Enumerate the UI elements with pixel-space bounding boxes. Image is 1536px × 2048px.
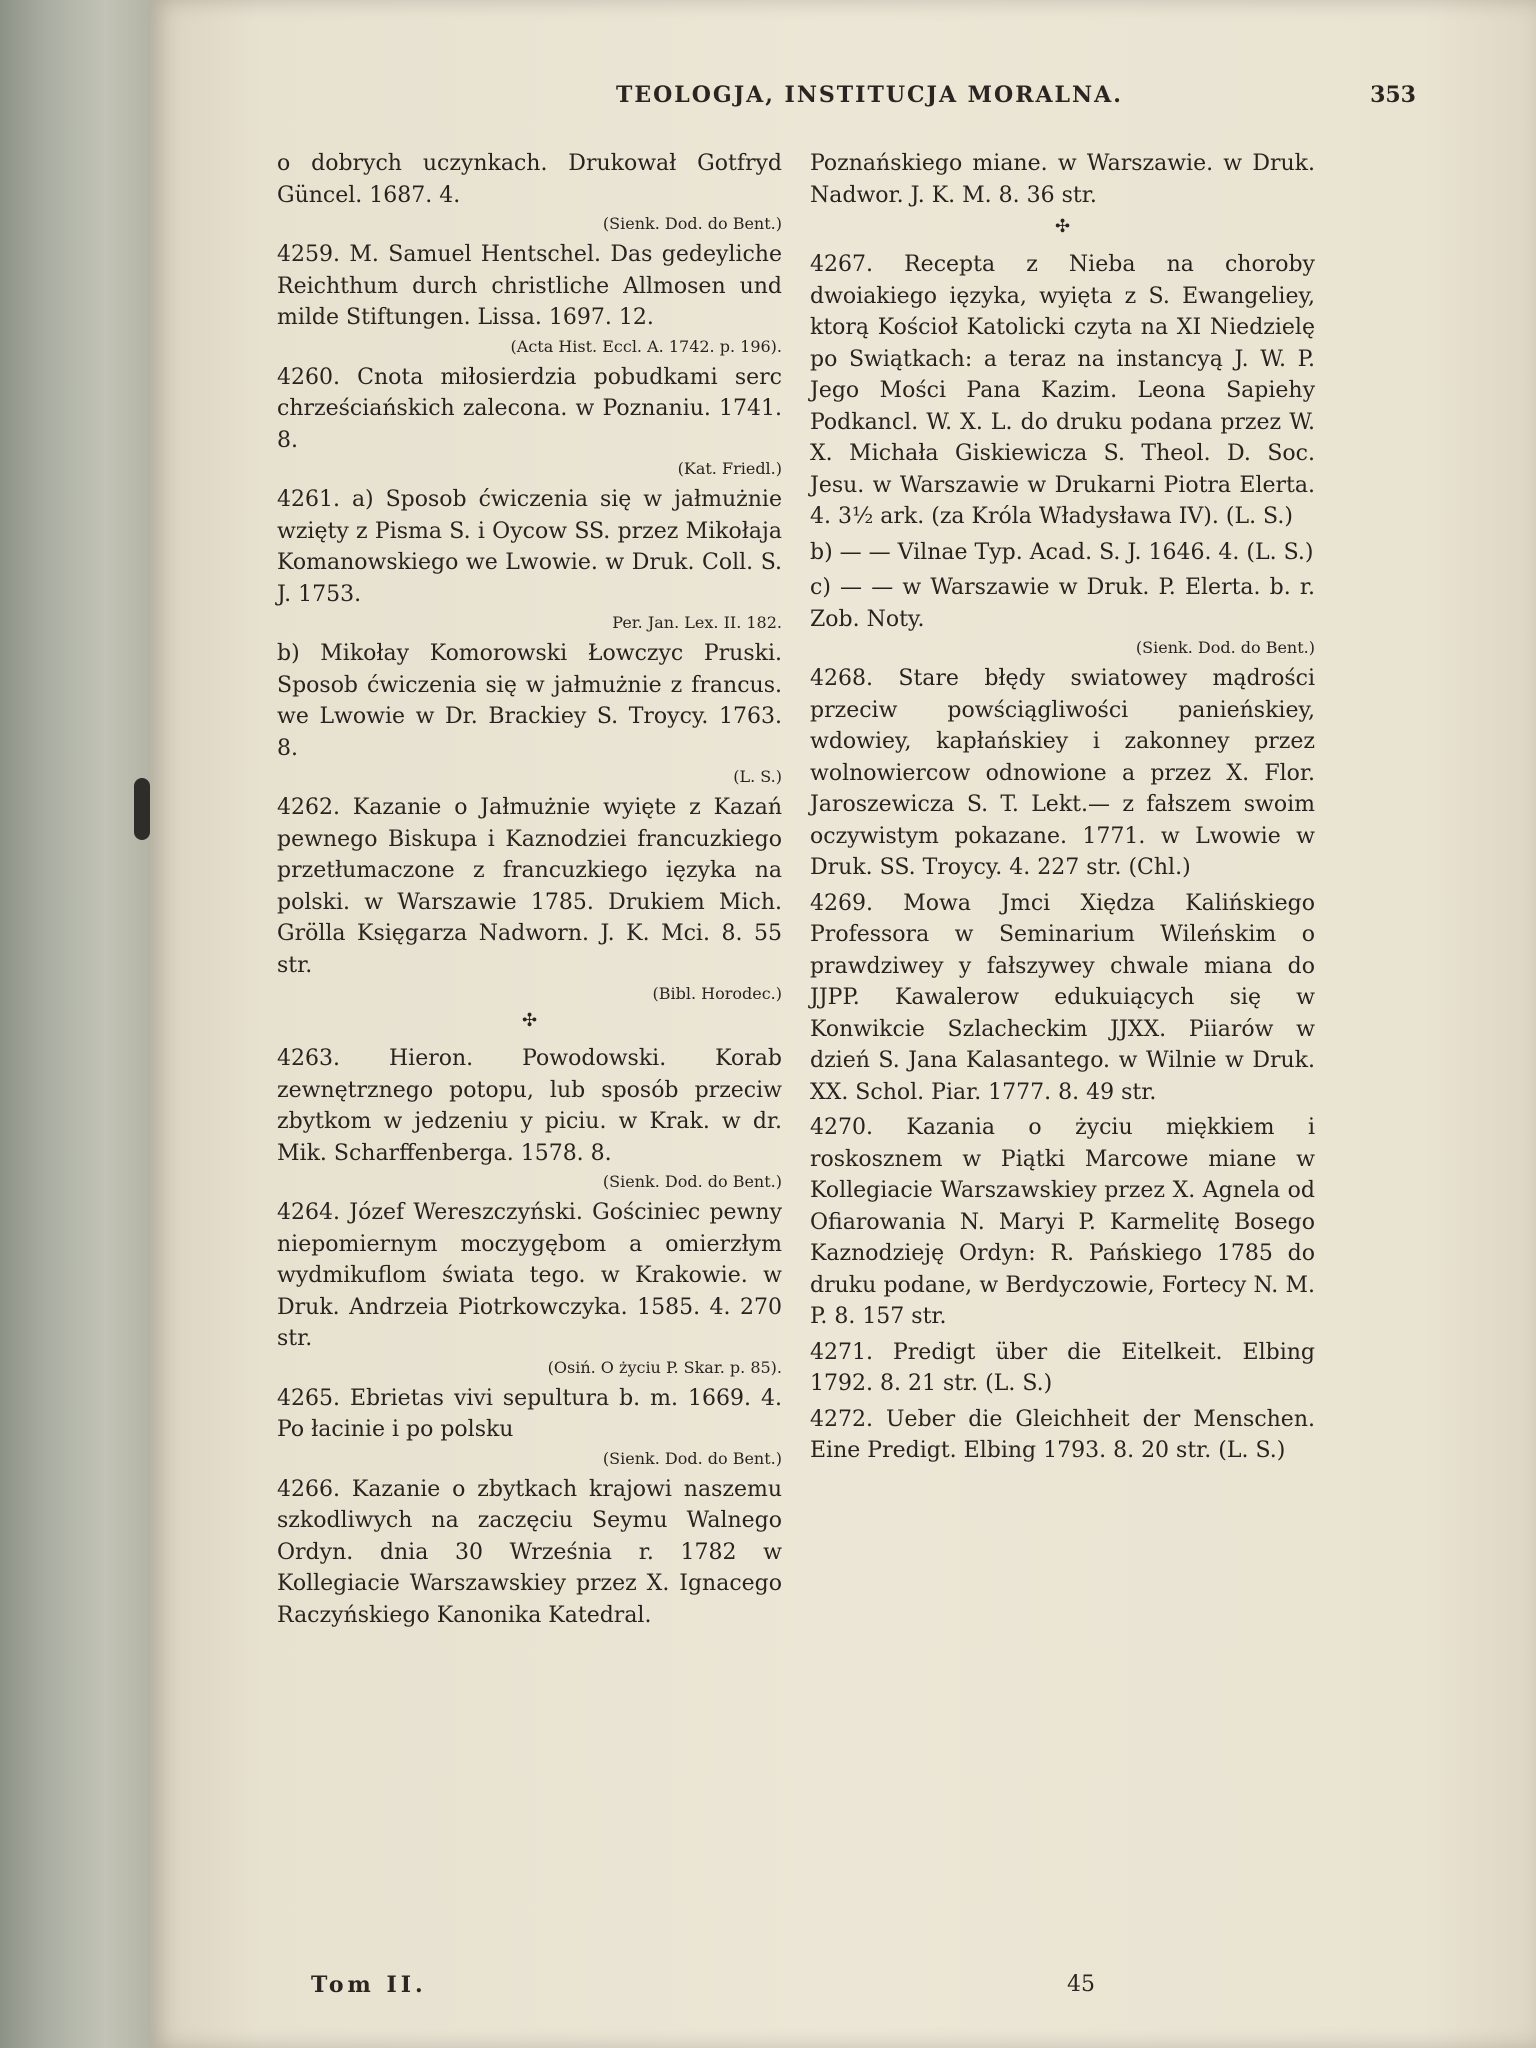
entry-4267c [810,572,1315,659]
entry-text: 4263. Hieron. Powodowski. Korab zewnętrznego potopu, lub sposób przeciw zbytkom w jedzeniu y piciu. w Krak. w dr. Mik. Scharffenberga. 1578. 8. [277,1046,782,1166]
entry-text: 4272. Ueber die Gleichheit der Menschen. Eine Predigt. Elbing 1793. 8. 20 str. (L. S.) [810,1406,1315,1463]
entry-4265 [277,1383,782,1470]
book-gutter [0,0,150,2048]
entry-4267b [810,537,1315,569]
entry-4262 [277,792,782,1005]
sheet-number: 45 [1067,1972,1095,1997]
source-note: (Acta Hist. Eccl. A. 1742. p. 196). [510,336,782,356]
entry-4261a [277,484,782,634]
binding-hole [134,778,150,840]
page-number: 353 [1370,82,1416,108]
entry-4260 [277,362,782,481]
source-note: (Osiń. O życiu P. Skar. p. 85). [547,1357,782,1377]
entry-4266-continued [810,148,1315,211]
entry-4271 [810,1337,1315,1400]
entry-text: c) — — w Warszawie w Druk. P. Elerta. b. r. Zob. Noty. [810,575,1315,632]
entry-4272 [810,1404,1315,1467]
entry-text: 4264. Józef Wereszczyński. Gościniec pewny niepomiernym moczygębom a omierzłym wydmikuflom świata tego. w Krakowie. w Druk. Andrzeia Piotrkowczyka. 1585. 4. 270 str. [277,1200,782,1351]
entry-text: 4268. Stare błędy swiatowey mądrości przeciw powściągliwości panieńskiey, wdowiey, kapłańskiey i zakonney przez wolnowiercow odnowione a przez X. Flor. Jaroszewicza S. T. Lekt.— z fałszem swoim oczywistym pokazane. 1771. w Lwowie w Druk. SS. Troycy. 4. 227 str. (Chl.) [810,666,1315,880]
book-page [150,0,1536,2048]
source-note: Per. Jan. Lex. II. 182. [612,613,782,632]
source-note: (Bibl. Horodec.) [652,984,782,1003]
entry-text: 4259. M. Samuel Hentschel. Das gedeyliche Reichthum durch christliche Allmosen und milde Stiftungen. Lissa. 1697. 12. [277,242,782,330]
entry-text: 4261. a) Sposob ćwiczenia się w jałmużnie wzięty z Pisma S. i Oycow SS. przez Mikołaja Komanowskiego we Lwowie. w Druk. Coll. S. J. 1753. [277,487,782,607]
entry-text: 4260. Cnota miłosierdzia pobudkami serc chrześciańskich zalecona. w Poznaniu. 1741. 8. [277,364,782,453]
ornament-divider: ✣ [521,1010,538,1031]
left-column [277,148,782,1635]
source-note: (L. S.) [733,767,782,786]
entry-text: 4266. Kazanie o zbytkach krajowi naszemu szkodliwych na zaczęciu Seymu Walnego Ordyn. dnia 30 Września r. 1782 w Kollegiacie Warszawskiey przez X. Ignacego Raczyńskiego Kanonika Katedral. [277,1476,782,1628]
entry-4266 [277,1474,782,1632]
source-note: (Sienk. Dod. do Bent.) [602,214,782,233]
entry-4259 [277,239,782,358]
entry-4263 [277,1043,782,1193]
source-note: (Kat. Friedl.) [677,459,782,478]
ornament-divider: ✣ [1054,216,1071,237]
entry-text: Poznańskiego miane. w Warszawie. w Druk. Nadwor. J. K. M. 8. 36 str. [810,151,1315,208]
entry-text: 4270. Kazania o życiu miękkiem i roskosznem w Piątki Marcowe miane w Kollegiacie Warszawskiey przez X. Agnela od Ofiarowania N. Maryi P. Karmelitę Bosego Kaznodzieję Ordyn: R. Pańskiego 1785 do druku podane, w Berdyczowie, Fortecy N. M. P. 8. 157 str. [810,1115,1315,1329]
entry-4261b [277,638,782,788]
page-footer [277,1972,1317,2002]
entry-text: 4267. Recepta z Nieba na choroby dwoiakiego ięzyka, wyięta z S. Ewangeliey, ktorą Kościoł Katolicki czyta na XI Niedzielę po Swiątkach: a teraz na instancyą J. W. P. Jego Mości Pana Kazim. Leona Sapiehy Podkancl. W. X. L. do druku podana przez W. X. Michała Giskiewicza S. Theol. D. Soc. Jesu. w Warszawie w Drukarni Piotra Elerta. 4. 3½ ark. (za Króla Władysława IV). (L. S.) [810,252,1315,529]
entry-4264 [277,1197,782,1379]
entry-text: 4269. Mowa Jmci Xiędza Kalińskiego Professora w Seminarium Wileńskim o prawdziwey y fałszywey chwale miana do JJPP. Kawalerow edukuiących się w Konwikcie Szlacheckim JJXX. Piiarów w dzień S. Jana Kalasantego. w Wilnie w Druk. XX. Schol. Piar. 1777. 8. 49 str. [810,890,1315,1105]
entry-4269 [810,888,1315,1109]
entry-text: o dobrych uczynkach. Drukował Gotfryd Güncel. 1687. 4. [277,151,782,208]
source-note: (Sienk. Dod. do Bent.) [602,1448,782,1468]
right-column [810,148,1315,1471]
entry-continuation [277,148,782,235]
entry-text: b) — — Vilnae Typ. Acad. S. J. 1646. 4. (L. S.) [810,539,1314,565]
source-note: (Sienk. Dod. do Bent.) [1135,638,1315,657]
entry-text: 4262. Kazanie o Jałmużnie wyięte z Kazań pewnego Biskupa i Kaznodziei francuzkiego przetłumaczone z francuzkiego ięzyka na polski. w Warszawie 1785. Drukiem Mich. Grölla Księgarza Nadworn. J. K. Mci. 8. 55 str. [277,795,782,978]
running-title: TEOLOGJA, INSTITUCJA MORALNA. [616,82,1123,108]
volume-signature: Tom II. [311,1972,427,1998]
entry-text: 4271. Predigt über die Eitelkeit. Elbing 1792. 8. 21 str. (L. S.) [810,1339,1315,1396]
entry-4267 [810,249,1315,533]
source-note: (Sienk. Dod. do Bent.) [602,1172,782,1191]
entry-text: 4265. Ebrietas vivi sepultura b. m. 1669. 4. Po łacinie i po polsku [277,1385,782,1442]
entry-4270 [810,1112,1315,1333]
entry-4268 [810,663,1315,884]
entry-text: b) Mikołay Komorowski Łowczyc Pruski. Sposob ćwiczenia się w jałmużnie z francus. we Lwowie w Dr. Brackiey S. Troycy. 1763. 8. [277,641,782,761]
page-header [466,82,1416,118]
